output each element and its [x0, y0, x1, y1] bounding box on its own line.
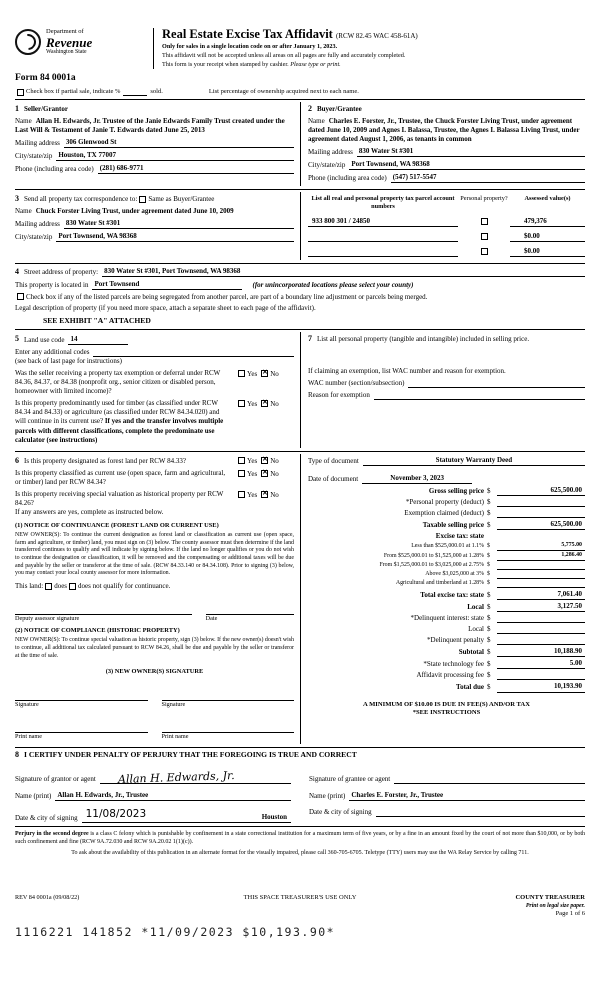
grantee-date-label: Date & city of signing [309, 808, 372, 817]
assessed-value-header: Assessed value(s) [524, 195, 571, 203]
forest-question-text [15, 456, 236, 466]
yes-checkbox[interactable] [238, 400, 245, 407]
grantee-name-value[interactable]: Charles E. Forster, Jr., Trustee [349, 791, 585, 801]
section5-land-use [15, 332, 300, 447]
dollar-sign: $ [487, 660, 491, 669]
seller-mailing-value[interactable]: 306 Glenwood St [64, 138, 294, 148]
no-checkbox[interactable] [261, 370, 268, 377]
dollar-sign: $ [487, 562, 490, 569]
exemption-intro: If claiming an exemption, list WAC number and reason for exemption. [308, 366, 506, 375]
yes-label: Yes [247, 400, 258, 409]
tax-row-rate4 [308, 571, 585, 579]
buyer-phone-value[interactable]: (547) 517-5547 [391, 173, 585, 183]
historical-question-text: Is this property receiving special valuation as historical property per RCW 84.26? [15, 490, 224, 508]
buyer-city-label: City/state/zip [308, 161, 346, 170]
partial-sale-row [15, 87, 585, 96]
land-use-code-value[interactable]: 14 [68, 335, 128, 345]
parcel-row [308, 247, 585, 257]
tax-value[interactable] [497, 498, 585, 507]
form-title-text: Real Estate Excise Tax Affidavit [162, 27, 333, 41]
ownership-note: List percentage of ownership acquired next to each name. [208, 87, 359, 95]
correspondence-name-label: Name [15, 206, 32, 215]
tax-label: *Delinquent penalty [427, 636, 484, 645]
does-label: does [54, 581, 68, 590]
perjury-lead: Perjury in the second degree [15, 831, 89, 838]
tax-value[interactable]: 7,061.40 [497, 590, 585, 600]
buyer-mailing-label: Mailing address [308, 147, 353, 156]
treasurer-stamp-space [15, 860, 585, 894]
tax-row-rate1 [308, 542, 585, 551]
rev-number: REV 84 0001a (09/08/22) [15, 894, 80, 902]
partial-percent-line[interactable] [123, 87, 147, 96]
deputy-date-line[interactable] [206, 605, 294, 615]
dollar-sign: $ [487, 625, 491, 633]
grantor-sig-label: Signature of grantor or agent [15, 775, 96, 784]
yes-label: Yes [247, 470, 258, 479]
type-of-document-label: Type of document [308, 456, 359, 465]
section1-title: Seller/Grantor [24, 105, 68, 114]
seller-name-block [15, 117, 294, 135]
dor-logo [15, 28, 147, 57]
unincorporated-note: (for unincorporated locations please select your county) [252, 281, 414, 290]
personal-property-checkbox[interactable] [481, 218, 488, 225]
tax-label: Subtotal [458, 648, 484, 657]
no-label: No [270, 369, 279, 378]
tax-label: Gross selling price [428, 486, 484, 495]
section6-forest-land [15, 454, 300, 744]
section2-number: 2 [308, 104, 312, 114]
section-seller [15, 102, 300, 186]
legal-size-note: Print on legal size paper. [525, 902, 585, 909]
tax-label: Above $3,025,000 at 3% [425, 571, 484, 578]
form-header [15, 28, 585, 69]
tax-label: Less than $525,000.01 at 1.1% [411, 543, 484, 550]
tax-value[interactable] [497, 671, 585, 680]
tax-row-rate3 [308, 562, 585, 570]
revenue-seal-icon [15, 29, 41, 55]
seller-name-label: Name [15, 116, 32, 125]
same-as-buyer-label: Same as Buyer/Grantee [148, 194, 215, 203]
land-use-label: Land use code [24, 335, 65, 344]
grantor-date-label: Date & city of signing [15, 813, 78, 822]
seller-phone-label: Phone (including area code) [15, 165, 94, 174]
notice-compliance-title: (2) NOTICE OF COMPLIANCE (HISTORIC PROPERTY) [15, 627, 180, 635]
alt-format-note: To ask about the availability of this publication in an alternate format for the visually impaired, please call 360-705-6705. Teletype (TTY) users may use the WA Relay Service by calling 711. [71, 849, 529, 856]
does-not-checkbox[interactable] [69, 583, 76, 590]
timber-question [15, 399, 294, 444]
segregated-label: Check box if any of the listed parcels are being segregated from another parcel, are part of a boundary line adjustment or parcels being merged. [26, 293, 428, 302]
located-in-label: This property is located in [15, 281, 89, 290]
wac-number-line[interactable] [408, 379, 585, 388]
section-buyer [300, 102, 585, 186]
treasurer-stamp-text: 1116221 141852 *11/09/2023 $10,193.90* [15, 924, 336, 939]
see-instructions-note: *SEE INSTRUCTIONS [412, 709, 481, 717]
printname-caption-1: Print name [15, 732, 42, 740]
forest-question: Is this property designated as forest land per RCW 84.33? [24, 456, 187, 465]
new-owner-printname-line-2[interactable] [162, 723, 295, 733]
yes-checkbox[interactable] [238, 457, 245, 464]
no-checkbox[interactable] [261, 457, 268, 464]
dollar-sign: $ [487, 648, 491, 657]
correspondence-name-block [15, 207, 294, 216]
tax-label: From $1,525,000.01 to $3,025,000 at 2.75% [379, 562, 484, 569]
parcel-number-value[interactable] [308, 248, 458, 257]
historical-answer [236, 490, 294, 500]
tax-value[interactable] [497, 509, 585, 518]
assessed-value[interactable]: 479,376 [510, 217, 585, 227]
timber-question-bold: If yes and the transfer involves multiple parcels with different classifications, complete the predominate use calculator (see instructions) [15, 417, 224, 444]
buyer-phone-label: Phone (including area code) [308, 174, 387, 183]
section3-correspondence [15, 192, 300, 260]
does-checkbox[interactable] [45, 583, 52, 590]
agency-line1: Department of [46, 28, 84, 35]
new-owners-signature-title: (3) NEW OWNER(S) SIGNATURE [105, 668, 204, 676]
personal-property-checkbox[interactable] [481, 248, 488, 255]
no-checkbox[interactable] [261, 470, 268, 477]
yes-checkbox[interactable] [238, 470, 245, 477]
section8-number: 8 [15, 749, 19, 759]
tax-value[interactable]: 10,193.90 [497, 682, 585, 692]
tax-value[interactable] [497, 562, 585, 570]
grantor-name-label: Name (print) [15, 792, 52, 801]
timber-question-text [15, 399, 236, 444]
section3-number: 3 [15, 194, 19, 204]
tax-row-tech-fee [308, 659, 585, 669]
no-label: No [270, 456, 279, 465]
section3-intro: Send all property tax correspondence to: [24, 194, 138, 203]
section-property [15, 263, 585, 330]
section7-intro-text: List all personal property (tangible and intangible) included in selling price. [317, 335, 530, 344]
no-label: No [270, 400, 279, 409]
header-note-2: This affidavit will not be accepted unless all areas on all pages are fully and accurately completed. [162, 51, 406, 59]
dollar-sign: $ [487, 580, 490, 587]
new-owner-signature-line-1[interactable] [15, 691, 148, 701]
yes-checkbox[interactable] [238, 491, 245, 498]
legal-description-label: Legal description of property (if you need more space, attach a separate sheet to each page of the affidavit). [15, 304, 316, 313]
tax-value[interactable]: 625,500.00 [497, 486, 585, 496]
new-owner-printname-line-1[interactable] [15, 723, 148, 733]
type-of-document-value[interactable]: Statutory Warranty Deed [363, 456, 585, 466]
tax-row-personal-deduct [308, 498, 585, 507]
tax-value[interactable]: 5.00 [497, 659, 585, 669]
section3-parcel-table [300, 192, 585, 260]
reason-exemption-line[interactable] [374, 391, 585, 400]
same-as-buyer-checkbox[interactable] [139, 196, 146, 203]
current-use-question-row [15, 469, 294, 487]
notice-compliance-body: NEW OWNER(S): To continue special valuation as historic property, sign (3) below. If the new owner(s) doesn't wish to continue, all additional tax calculated pursuant to RCW 84.26, shall be due and payable by the seller or transferor at the time of sale. [15, 637, 294, 659]
grantor-name-value[interactable]: Allan H. Edwards, Jr., Trustee [55, 791, 291, 801]
section5-number: 5 [15, 334, 19, 344]
section2-title: Buyer/Grantee [317, 105, 362, 114]
page-footer [15, 894, 585, 918]
dollar-sign: $ [487, 636, 491, 645]
if-yes-note: If any answers are yes, complete as instructed below. [15, 508, 164, 517]
dollar-sign: $ [487, 553, 490, 560]
certify-statement: I CERTIFY UNDER PENALTY OF PERJURY THAT THE FOREGOING IS TRUE AND CORRECT [24, 749, 357, 759]
section-forestland-tax [15, 451, 585, 747]
street-address-label: Street address of property: [24, 268, 99, 277]
seller-city-label: City/state/zip [15, 151, 53, 160]
agency-line3: Washington State [46, 49, 87, 56]
grantor-signature-block [15, 763, 291, 823]
grantor-date-value: 11/08/2023 [85, 808, 147, 821]
tax-label: *State technology fee [423, 660, 484, 669]
perjury-notice [15, 826, 585, 860]
agency-line2: Revenue [46, 35, 93, 51]
tax-value[interactable] [497, 636, 585, 645]
located-in-value[interactable]: Port Townsend [92, 280, 242, 290]
buyer-name-value: Charles E. Forster, Jr., Trustee, the Chuck Forster Living Trust, under agreement dated June 10, 2009 and Agnes I. Balassa, Trustee, the Agnes I. Balassa Living Trust, under agreement dated August 1, 2006, as tenants in common [308, 116, 580, 143]
tax-value[interactable] [497, 614, 585, 623]
dollar-sign: $ [487, 543, 490, 550]
personal-property-header: Personal property? [460, 195, 508, 203]
partial-sale-checkbox[interactable] [17, 89, 24, 96]
tax-label: Local [468, 625, 484, 633]
parcel-number-value[interactable] [308, 233, 458, 242]
tax-label: Taxable selling price [422, 521, 484, 530]
yes-label: Yes [247, 491, 258, 500]
section4-number: 4 [15, 266, 19, 276]
tax-label: Agricultural and timberland at 1.28% [395, 580, 484, 587]
seller-phone-value[interactable]: (281) 686-9771 [98, 164, 294, 174]
excise-tax-state-heading [308, 532, 585, 541]
additional-codes-line[interactable] [93, 348, 294, 357]
perjury-body: is a class C felony which is punishable by confinement in a state correctional institution for a maximum term of five years, or by a fine in an amount fixed by the court of not more than $10,000, or by both such confinement and fine (RCW 9A.72.030 and RCW 9A.20.02 1(1)(c)). [15, 831, 585, 845]
correspondence-mailing-value[interactable]: 830 Water St #301 [64, 219, 294, 229]
dollar-sign: $ [487, 613, 491, 622]
street-address-value[interactable]: 830 Water St #301, Port Townsend, WA 98368 [102, 267, 585, 277]
header-note-3 [162, 61, 585, 69]
dollar-sign: $ [487, 509, 491, 518]
dollar-sign: $ [487, 571, 490, 578]
tax-label: Total due [456, 683, 484, 692]
grantee-name-label: Name (print) [309, 792, 346, 801]
section6-number: 6 [15, 455, 19, 465]
reason-exemption-label: Reason for exemption [308, 390, 370, 399]
assessed-value[interactable]: $0.00 [510, 232, 585, 242]
tax-row-gross [308, 486, 585, 496]
tax-row-rate2 [308, 552, 585, 561]
grantor-signature: Allan H. Edwards, Jr. [117, 768, 235, 787]
tax-row-local [308, 602, 585, 612]
parcel-numbers-header: List all real and personal property tax parcel account numbers [311, 195, 455, 211]
timber-answer [236, 399, 294, 409]
minimum-fee-note: A MINIMUM OF $10.00 IS DUE IN FEE(S) AND/OR TAX [363, 700, 530, 708]
parcel-number-value[interactable]: 933 800 301 / 24850 [308, 217, 458, 227]
tax-row-total-due [308, 682, 585, 692]
section-tax-computation [300, 454, 585, 744]
county-treasurer-label: COUNTY TREASURER [515, 894, 585, 902]
section7-personal-property [300, 332, 585, 447]
additional-codes-label: Enter any additional codes [15, 347, 90, 356]
section-certification [15, 747, 585, 826]
current-use-answer [236, 469, 294, 479]
dollar-sign: $ [487, 498, 491, 506]
parcel-row [308, 232, 585, 242]
tax-row-processing-fee [308, 671, 585, 680]
section-landuse-personalproperty [15, 329, 585, 450]
exemption-answer [236, 369, 294, 379]
grantee-sig-label: Signature of grantee or agent [309, 775, 391, 784]
seller-buyer-section [15, 99, 585, 189]
tax-label: From $525,000.01 to $1,525,000 at 1.28% [383, 553, 484, 560]
dollar-sign: $ [487, 590, 491, 599]
printname-caption-2: Print name [161, 732, 189, 740]
grantor-city-value: Houston [261, 812, 287, 821]
buyer-name-label: Name [308, 116, 325, 125]
section7-number: 7 [308, 334, 312, 344]
tax-value[interactable] [497, 625, 585, 634]
tax-value[interactable]: 3,127.50 [497, 602, 585, 612]
personal-property-checkbox[interactable] [481, 233, 488, 240]
section-correspondence-parcels [15, 189, 585, 263]
tax-value[interactable] [497, 571, 585, 579]
tax-label: Local [467, 602, 484, 611]
tax-value[interactable] [497, 580, 585, 588]
tax-row-total-state [308, 590, 585, 600]
dollar-sign: $ [487, 521, 491, 530]
form-number: Form 84 0001a [15, 72, 76, 83]
form-title-rcw: (RCW 82.45 WAC 458-61A) [335, 32, 418, 40]
tax-value[interactable]: 5,775.00 [497, 542, 585, 551]
excise-header-label: Excise tax: state [435, 532, 484, 541]
tax-row-exemption-deduct [308, 509, 585, 518]
correspondence-mailing-label: Mailing address [15, 219, 60, 228]
deputy-date-label: Date [205, 615, 218, 623]
current-use-question-text: Is this property classified as current use (open space, farm and agricultural, or timber) land per RCW 84.34? [15, 469, 226, 487]
date-of-document-label: Date of document [308, 474, 359, 483]
partial-sale-label: Check box if partial sale, indicate % [26, 87, 121, 95]
deputy-assessor-signature-label: Deputy assessor signature [15, 615, 80, 623]
additional-codes-note: (see back of last page for instructions) [15, 356, 122, 365]
grantor-signature-line[interactable] [100, 768, 291, 787]
yes-checkbox[interactable] [238, 370, 245, 377]
tax-row-agtimber [308, 580, 585, 588]
tax-label: Affidavit processing fee [416, 671, 484, 680]
tax-row-taxable [308, 520, 585, 530]
correspondence-name-value: Chuck Forster Living Trust, under agreement dated June 10, 2009 [35, 206, 234, 215]
partial-sold-label: sold. [150, 87, 163, 95]
tax-value[interactable]: 1,286.40 [497, 552, 585, 561]
no-label: No [270, 491, 279, 500]
section7-intro [308, 334, 585, 344]
new-owner-signature-line-2[interactable] [162, 691, 295, 701]
dollar-sign: $ [487, 486, 491, 495]
yes-label: Yes [247, 456, 258, 465]
form-title [162, 28, 585, 42]
no-checkbox[interactable] [261, 491, 268, 498]
buyer-city-value[interactable]: Port Townsend, WA 98368 [349, 160, 585, 170]
tax-row-delinquent-local [308, 625, 585, 634]
tax-label: Exemption claimed (deduct) [404, 509, 484, 518]
treasurer-use-label: THIS SPACE TREASURER'S USE ONLY [243, 894, 357, 902]
parcel-row [308, 217, 585, 227]
section1-number: 1 [15, 104, 19, 114]
grantee-signature-line[interactable] [394, 769, 585, 784]
grantee-signature-block [309, 763, 585, 823]
historical-question-row [15, 490, 294, 508]
forest-answer [236, 456, 294, 466]
grantor-date-line[interactable] [82, 808, 291, 823]
header-note-1: Only for sales in a single location code on or after January 1, 2023. [162, 42, 338, 50]
tax-row-subtotal [308, 647, 585, 657]
legal-description-value: SEE EXHIBIT "A" ATTACHED [43, 315, 151, 325]
no-checkbox[interactable] [261, 400, 268, 407]
page-number: Page 1 of 6 [555, 910, 585, 918]
tax-row-delinquent-interest [308, 614, 585, 623]
tax-label: *Personal property (deduct) [405, 498, 484, 506]
seller-city-value[interactable]: Houston, TX 77007 [56, 151, 294, 161]
assessed-value[interactable]: $0.00 [510, 247, 585, 257]
exemption-question-text: Was the seller receiving a property tax exemption or deferral under RCW 84.36, 84.37, or 84.38 (nonprofit org., senior citizen or disabled person, homeowner with limited income)? [15, 368, 221, 396]
tax-label: Total excise tax: state [420, 590, 484, 599]
buyer-name-block [308, 117, 585, 144]
signature-caption-1: Signature [15, 700, 39, 708]
dollar-sign: $ [487, 683, 491, 692]
exemption-question [15, 369, 294, 396]
yes-label: Yes [247, 369, 258, 378]
dollar-sign: $ [487, 602, 491, 611]
header-note-3a: This form is your receipt when stamped by cashier. [162, 60, 289, 68]
no-label: No [270, 470, 279, 479]
does-not-label: does not qualify for continuance. [78, 581, 171, 590]
seller-mailing-label: Mailing address [15, 138, 60, 147]
tax-label: *Delinquent interest: state [410, 613, 484, 622]
dollar-sign: $ [487, 671, 491, 680]
tax-row-delinquent-penalty [308, 636, 585, 645]
this-land-label: This land: [15, 581, 44, 590]
date-of-document-value[interactable]: November 3, 2023 [362, 474, 472, 484]
correspondence-city-value[interactable]: Port Townsend, WA 98368 [56, 232, 294, 242]
notice-continuance-title: (1) NOTICE OF CONTINUANCE (FOREST LAND OR CURRENT USE) [15, 521, 219, 529]
tax-value[interactable]: 10,188.90 [497, 647, 585, 657]
signature-caption-2: Signature [161, 700, 186, 708]
segregated-checkbox[interactable] [17, 293, 24, 300]
correspondence-city-label: City/state/zip [15, 232, 53, 241]
timber-question-normal: Is this property predominantly used for timber (as classified under RCW 84.34 and 84.33) or agriculture (as classified under RCW 84.34.020) and will continue in its current use? [15, 399, 220, 426]
grantee-date-line[interactable] [376, 808, 585, 817]
seller-name-value: Allan H. Edwards, Jr. Trustee of the Janie Edwards Family Trust created under the Last Will & Testament of Janie T. Edwards dated June 25, 2013 [15, 116, 285, 134]
wac-number-label: WAC number (section/subsection) [308, 378, 405, 387]
buyer-mailing-value[interactable]: 830 Water St #301 [357, 147, 585, 157]
notice-continuance-body: NEW OWNER(S): To continue the current designation as forest land or classification as current use (open space, farm and agriculture, or timber) land, you must sign on (3) below. The county assessor must then determine if the land transferred continues to qualify and will indicate by signing below. If the land no longer qualifies or you do not wish to continue the designation or classification, it will be removed and the compensating or additional taxes will be due and payable by the seller or transferor at the time of sale. (RCW 84.33.140 or 84.34.108). Prior to signing (3) below, you may contact your local county assessor for more information. [15, 531, 294, 577]
deputy-assessor-signature-line[interactable] [15, 605, 192, 615]
tax-value[interactable]: 625,500.00 [497, 520, 585, 530]
header-note-3b: Please type or print. [290, 60, 341, 68]
